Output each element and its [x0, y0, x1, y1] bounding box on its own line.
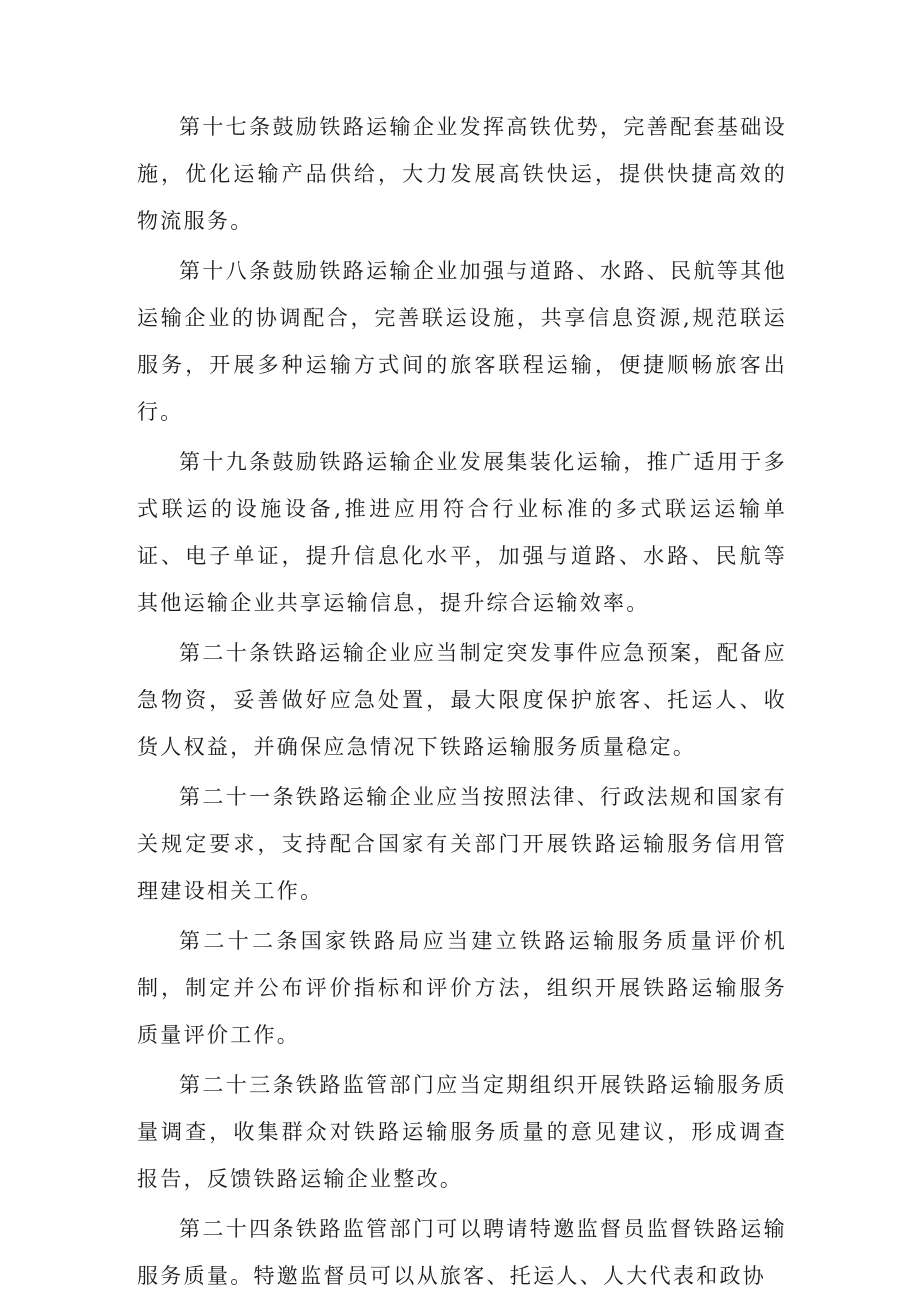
article-23-paragraph: 第二十三条铁路监管部门应当定期组织开展铁路运输服务质量调查，收集群众对铁路运输服务质量的意见建议，形成调查报告，反馈铁路运输企业整改。: [137, 1073, 787, 1191]
article-22-paragraph: 第二十二条国家铁路局应当建立铁路运输服务质量评价机制，制定并公布评价指标和评价方法，组织开展铁路运输服务质量评价工作。: [137, 929, 787, 1047]
article-21-paragraph: 第二十一条铁路运输企业应当按照法律、行政法规和国家有关规定要求，支持配合国家有关部门开展铁路运输服务信用管理建设相关工作。: [137, 785, 787, 903]
article-18-paragraph: 第十八条鼓励铁路运输企业加强与道路、水路、民航等其他运输企业的协调配合，完善联运设施，共享信息资源,规范联运服务，开展多种运输方式间的旅客联程运输，便捷顺畅旅客出行。: [137, 259, 787, 424]
article-17-paragraph: 第十七条鼓励铁路运输企业发挥高铁优势，完善配套基础设施，优化运输产品供给，大力发展高铁快运，提供快捷高效的物流服务。: [137, 115, 787, 233]
article-19-paragraph: 第十九条鼓励铁路运输企业发展集装化运输，推广适用于多式联运的设施设备,推进应用符合行业标准的多式联运运输单证、电子单证，提升信息化水平，加强与道路、水路、民航等其他运输企业共享运输信息，提升综合运输效率。: [137, 450, 787, 615]
document-body: [137, 104, 787, 1303]
article-24-paragraph: 第二十四条铁路监管部门可以聘请特邀监督员监督铁路运输服务质量。特邀监督员可以从旅客、托运人、人大代表和政协: [137, 1217, 787, 1288]
article-20-paragraph: 第二十条铁路运输企业应当制定突发事件应急预案，配备应急物资，妥善做好应急处置，最大限度保护旅客、托运人、收货人权益，并确保应急情况下铁路运输服务质量稳定。: [137, 641, 787, 759]
